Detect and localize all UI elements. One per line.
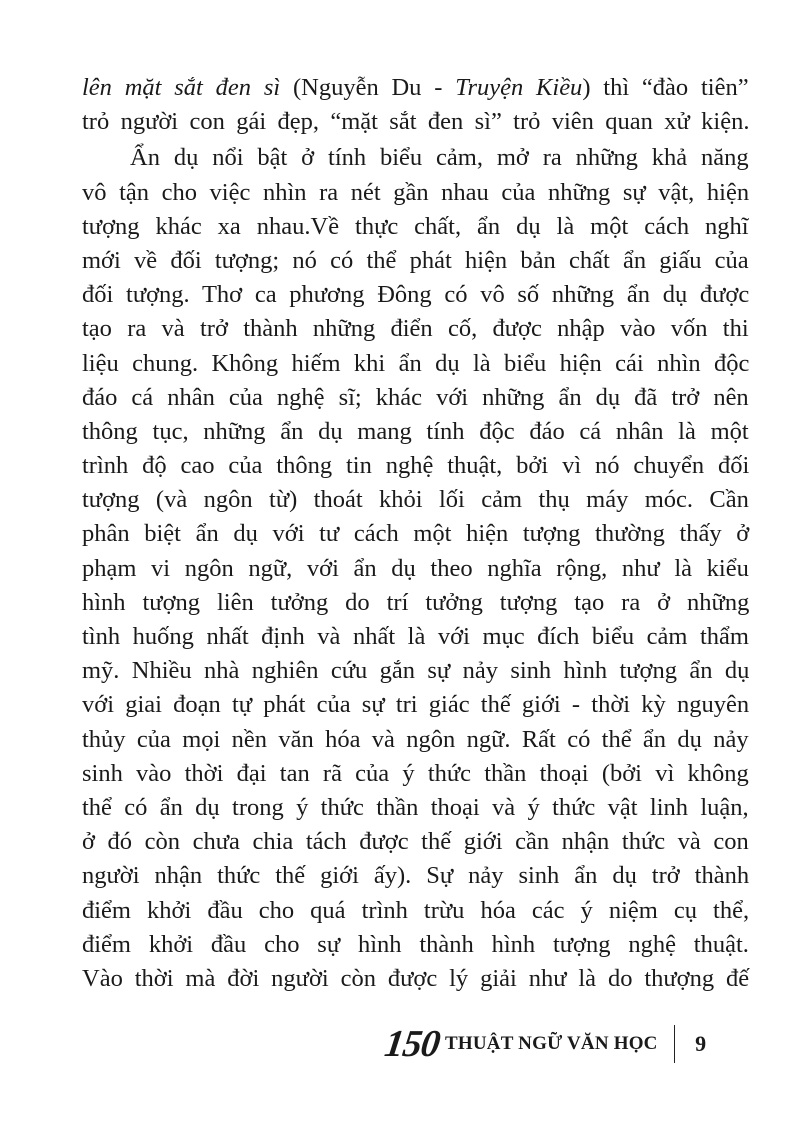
text-segment: với giai đoạn tự phát của sự tri giác thế giới - thời kỳ nguyên bbox=[82, 691, 750, 719]
text-segment: tình huống nhất định và nhất là với mục đích biểu cảm thẩm bbox=[82, 623, 749, 650]
text-segment: phân biệt ẩn dụ với tư cách một hiện tượng thường thấy ở bbox=[82, 520, 750, 548]
text-line bbox=[82, 415, 749, 449]
text-line bbox=[82, 517, 749, 551]
text-line bbox=[82, 483, 749, 517]
text-line bbox=[82, 586, 749, 620]
text-line bbox=[82, 552, 749, 586]
text-segment: (Nguyễn Du - bbox=[280, 74, 456, 101]
text-line bbox=[82, 825, 749, 859]
text-line bbox=[82, 71, 749, 105]
text-segment: người nhận thức thế giới ấy). Sự nảy sinh ẩn dụ trở thành bbox=[82, 862, 750, 890]
paragraph bbox=[82, 141, 749, 996]
text-segment: thủy của mọi nền văn hóa và ngôn ngữ. Rất có thể ẩn dụ nảy bbox=[82, 725, 749, 753]
text-segment: đối tượng. Thơ ca phương Đông có vô số những ẩn dụ được bbox=[82, 281, 750, 309]
book-number: 150 bbox=[382, 1023, 442, 1065]
text-segment: điểm khởi đầu cho sự hình thành hình tượng nghệ thuật. bbox=[82, 930, 749, 958]
text-segment: mới về đối tượng; nó có thể phát hiện bản chất ẩn giấu của bbox=[82, 246, 749, 274]
text-line bbox=[82, 278, 749, 312]
text-segment: trỏ người con gái đẹp, “mặt sắt đen sì” trỏ viên quan xử kiện. bbox=[82, 108, 750, 136]
text-line bbox=[82, 962, 749, 996]
footer-divider bbox=[674, 1025, 676, 1063]
italic-text: lên mặt sắt đen sì bbox=[82, 74, 281, 101]
book-title: THUẬT NGỮ VĂN HỌC bbox=[445, 1033, 658, 1054]
body-text bbox=[82, 71, 749, 996]
text-line bbox=[82, 210, 749, 244]
text-segment: Ẩn dụ nổi bật ở tính biểu cảm, mở ra những khả năng bbox=[130, 144, 749, 172]
text-segment: tượng (và ngôn từ) thoát khỏi lối cảm thụ máy móc. Cần bbox=[82, 486, 749, 514]
text-line bbox=[82, 688, 749, 722]
text-segment: thông tục, những ẩn dụ mang tính độc đáo cá nhân là một bbox=[82, 417, 749, 445]
text-line bbox=[82, 620, 749, 654]
text-segment: mỹ. Nhiều nhà nghiên cứu gắn sự nảy sinh hình tượng ẩn dụ bbox=[82, 657, 750, 685]
text-line bbox=[82, 928, 749, 962]
text-line bbox=[82, 757, 749, 791]
page-number: 9 bbox=[695, 1031, 707, 1056]
text-line bbox=[82, 894, 749, 928]
text-line bbox=[82, 176, 749, 210]
text-segment: liệu chung. Không hiếm khi ẩn dụ là biểu hiện cái nhìn độc bbox=[82, 349, 750, 377]
text-segment: đáo cá nhân của nghệ sĩ; khác với những ẩn dụ đã trở nên bbox=[82, 383, 749, 411]
running-footer bbox=[382, 1023, 755, 1065]
text-segment: trình độ cao của thông tin nghệ thuật, bởi vì nó chuyển đối bbox=[82, 452, 750, 480]
text-segment: ở đó còn chưa chia tách được thế giới cần nhận thức và con bbox=[82, 828, 749, 856]
text-line bbox=[82, 312, 749, 346]
text-line bbox=[82, 859, 749, 893]
text-line bbox=[82, 654, 749, 688]
text-line bbox=[82, 141, 749, 175]
paragraph bbox=[82, 71, 749, 139]
text-segment: thể có ẩn dụ trong ý thức thần thoại và ý thức vật linh luận, bbox=[82, 793, 749, 821]
text-segment: tạo ra và trở thành những điển cố, được nhập vào vốn thi bbox=[82, 315, 749, 343]
text-line bbox=[82, 244, 749, 278]
text-segment: sinh vào thời đại tan rã của ý thức thần thoại (bởi vì không bbox=[82, 759, 749, 787]
text-line bbox=[82, 791, 749, 825]
text-segment: vô tận cho việc nhìn ra nét gần nhau của những sự vật, hiện bbox=[82, 178, 750, 206]
text-segment: ) thì “đào tiên” bbox=[582, 74, 749, 101]
text-line bbox=[82, 105, 749, 139]
text-segment: tượng khác xa nhau.Về thực chất, ẩn dụ là một cách nghĩ bbox=[82, 212, 749, 240]
text-segment: phạm vi ngôn ngữ, với ẩn dụ theo nghĩa rộng, như là kiểu bbox=[82, 554, 749, 582]
italic-text: Truyện Kiều bbox=[455, 74, 583, 101]
text-line bbox=[82, 723, 749, 757]
text-segment: điểm khởi đầu cho quá trình trừu hóa các ý niệm cụ thể, bbox=[82, 896, 750, 924]
text-segment: hình tượng liên tưởng do trí tưởng tượng tạo ra ở những bbox=[82, 588, 750, 616]
text-segment: Vào thời mà đời người còn được lý giải như là do thượng đế bbox=[82, 964, 750, 992]
text-line bbox=[82, 347, 749, 381]
text-line bbox=[82, 449, 749, 483]
text-line bbox=[82, 381, 749, 415]
